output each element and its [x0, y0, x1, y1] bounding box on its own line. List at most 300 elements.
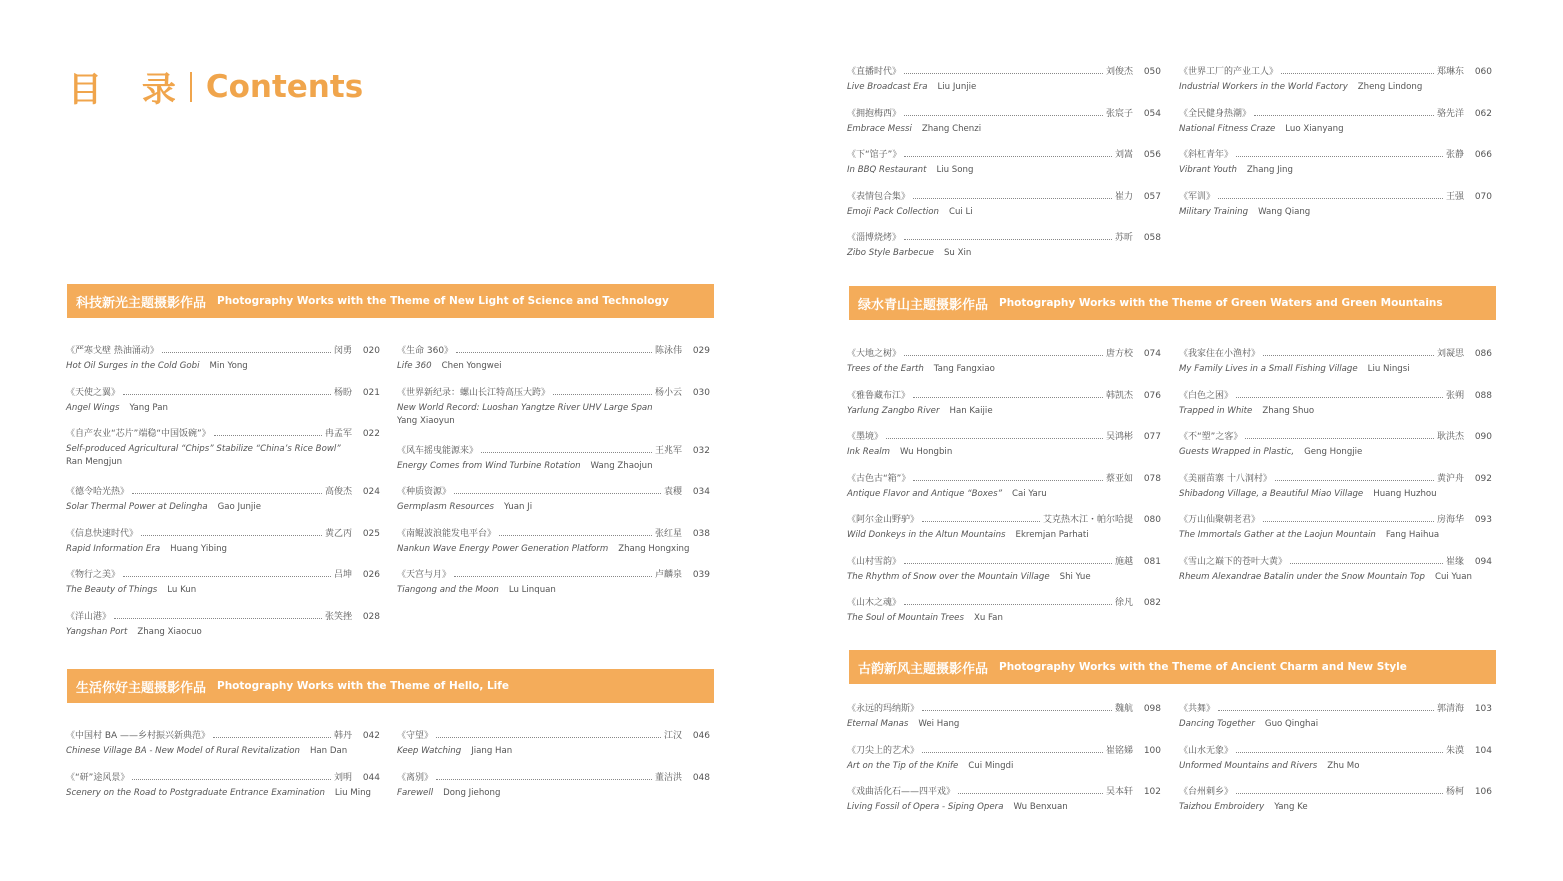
- toc-entry[interactable]: [1179, 106, 1492, 148]
- entry-title-cn: 《物行之美》: [66, 570, 121, 580]
- entry-author-cn: 韩凯杰: [1105, 390, 1133, 401]
- dot-leader: [1254, 115, 1434, 116]
- dot-leader: [1290, 563, 1443, 564]
- entry-main-line: [847, 106, 1161, 119]
- entry-page-number: 022: [362, 429, 380, 439]
- toc-column: [1179, 346, 1492, 595]
- entry-author-en: Liu Ming: [334, 787, 371, 798]
- entry-author-en: Zheng Lindong: [1357, 82, 1423, 92]
- dot-leader: [913, 198, 1112, 199]
- entry-title-en: Taizhou Embroidery: [1179, 802, 1265, 812]
- entry-page-number: 100: [1143, 745, 1161, 756]
- toc-column: [66, 728, 380, 811]
- entry-main-line: [1179, 743, 1492, 756]
- toc-entry[interactable]: [847, 189, 1161, 231]
- entry-title-cn: 《古色古“箱”》: [847, 473, 911, 484]
- entry-english-line: [1179, 364, 1492, 374]
- entry-page-number: 077: [1143, 432, 1161, 442]
- entry-title-cn: 《直播时代》: [847, 67, 902, 77]
- entry-english-line: [847, 165, 1161, 175]
- entry-author-cn: 王强: [1445, 191, 1464, 202]
- toc-entry[interactable]: [66, 426, 380, 484]
- section-header-green: [849, 286, 1496, 320]
- entry-main-line: [397, 728, 710, 741]
- dot-leader: [436, 737, 661, 738]
- entry-page-number: 046: [692, 731, 710, 741]
- entry-page-number: 092: [1474, 473, 1492, 484]
- entry-english-line: [1179, 489, 1492, 499]
- entry-page-number: 025: [362, 528, 380, 539]
- dot-leader: [114, 618, 322, 619]
- toc-entry[interactable]: [397, 484, 710, 526]
- entry-title-cn: 《白色之困》: [1179, 390, 1234, 401]
- entry-title-en: Antique Flavor and Antique “Boxes”: [847, 488, 1003, 499]
- entry-page-number: 106: [1474, 787, 1492, 797]
- toc-entry[interactable]: [847, 512, 1161, 554]
- toc-entry[interactable]: [397, 443, 710, 485]
- entry-english-line: [847, 447, 1161, 457]
- entry-author-cn: 张笑挫: [324, 611, 352, 622]
- entry-title-en: New World Record: Luoshan Yangtze River UHV Large Span: [397, 402, 653, 413]
- entry-main-line: [847, 595, 1161, 608]
- entry-author-en: Wei Hang: [918, 719, 960, 729]
- entry-author-en: Luo Xianyang: [1285, 123, 1344, 134]
- entry-english-line: [66, 544, 380, 554]
- dot-leader: [922, 752, 1103, 753]
- entry-page-number: 032: [692, 445, 710, 456]
- dot-leader: [922, 710, 1112, 711]
- dot-leader: [162, 352, 331, 353]
- entry-title-cn: 《永远的玛纳斯》: [847, 704, 920, 714]
- entry-title-cn: 《离别》: [397, 772, 434, 783]
- entry-author-cn: 张红星: [654, 528, 682, 539]
- section-title-cn: 绿水青山主题摄影作品: [858, 297, 989, 313]
- entry-author-en: Yang Xiaoyun: [397, 415, 455, 426]
- toc-column: [847, 346, 1161, 637]
- dot-leader: [904, 563, 1112, 564]
- dot-leader: [132, 779, 331, 780]
- entry-english-line: [1179, 447, 1492, 457]
- entry-english-line: [66, 444, 380, 454]
- entry-title-en: Zibo Style Barbecue: [847, 248, 934, 258]
- toc-entry[interactable]: [847, 388, 1161, 430]
- toc-entry[interactable]: [1179, 784, 1492, 826]
- section-title-en: Photography Works with the Theme of Ancient Charm and New Style: [999, 661, 1407, 673]
- entry-title-en: Hot Oil Surges in the Cold Gobi: [66, 361, 200, 371]
- entry-english-line: [397, 585, 710, 595]
- dot-leader: [436, 779, 652, 780]
- entry-title-en: Art on the Tip of the Knife: [847, 760, 959, 771]
- toc-entry[interactable]: [847, 471, 1161, 513]
- entry-title-en: Dancing Together: [1179, 719, 1255, 729]
- entry-page-number: 021: [362, 387, 380, 398]
- dot-leader: [886, 438, 1103, 439]
- toc-entry[interactable]: [66, 567, 380, 609]
- section-title-en: Photography Works with the Theme of Green Waters and Green Mountains: [999, 297, 1443, 309]
- entry-page-number: 090: [1474, 432, 1492, 442]
- entry-page-number: 093: [1474, 515, 1492, 525]
- title-divider: [190, 72, 192, 102]
- toc-entry[interactable]: [397, 770, 710, 812]
- entry-english-line: [397, 403, 710, 413]
- entry-english-line: [397, 544, 710, 554]
- entry-title-cn: 《天宫与月》: [397, 570, 452, 580]
- entry-title-en: Yarlung Zangbo River: [847, 405, 940, 416]
- toc-entry[interactable]: [66, 770, 380, 812]
- entry-english-line: [1179, 406, 1492, 416]
- entry-main-line: [847, 784, 1161, 797]
- entry-title-cn: 《世界工厂的产业工人》: [1179, 67, 1279, 77]
- entry-english-line: [397, 461, 710, 471]
- entry-english-line: [847, 248, 1161, 258]
- toc-entry[interactable]: [66, 343, 380, 385]
- toc-entry[interactable]: [847, 595, 1161, 637]
- toc-entry[interactable]: [847, 106, 1161, 148]
- entry-page-number: 038: [692, 528, 710, 539]
- entry-title-en: Trees of the Earth: [847, 364, 924, 374]
- entry-author-en: Han Dan: [309, 746, 348, 756]
- dot-leader: [1245, 438, 1434, 439]
- entry-title-cn: 《山村雪韵》: [847, 556, 902, 567]
- section-title-en: Photography Works with the Theme of Hello, Life: [217, 680, 509, 692]
- dot-leader: [958, 793, 1103, 794]
- entry-page-number: 050: [1143, 67, 1161, 77]
- entry-author-en: Zhang Shuo: [1262, 405, 1315, 416]
- entry-title-en: In BBQ Restaurant: [847, 165, 927, 175]
- toc-column: [847, 64, 1161, 272]
- dot-leader: [913, 397, 1103, 398]
- dot-leader: [132, 493, 322, 494]
- entry-page-number: 054: [1143, 108, 1161, 119]
- entry-author-en: Cui Mingdi: [968, 760, 1014, 771]
- toc-entry[interactable]: [1179, 471, 1492, 513]
- entry-page-number: 048: [692, 772, 710, 783]
- entry-title-cn: 《台州刺乡》: [1179, 787, 1234, 797]
- entry-author-cn: 闵勇: [333, 346, 352, 356]
- entry-main-line: [1179, 346, 1492, 359]
- entry-title-cn: 《中国村 BA ——乡村振兴新典范》: [66, 731, 211, 741]
- entry-main-line: [847, 512, 1161, 525]
- entry-main-line: [397, 567, 710, 580]
- entry-english-line: [847, 207, 1161, 217]
- entry-english-line: [847, 489, 1161, 499]
- dot-leader: [1281, 73, 1434, 74]
- entry-author-cn: 董洁洪: [654, 772, 682, 783]
- entry-title-cn: 《山水无象》: [1179, 745, 1234, 756]
- toc-entry[interactable]: [847, 701, 1161, 743]
- entry-page-number: 060: [1474, 67, 1492, 77]
- entry-title-cn: 《刀尖上的艺术》: [847, 745, 920, 756]
- toc-entry[interactable]: [397, 567, 710, 609]
- entry-page-number: 056: [1143, 150, 1161, 160]
- dot-leader: [1236, 397, 1443, 398]
- dot-leader: [1218, 198, 1443, 199]
- dot-leader: [123, 394, 331, 395]
- toc-entry[interactable]: [1179, 429, 1492, 471]
- entry-title-cn: 《淄博烧烤》: [847, 233, 902, 243]
- entry-title-cn: 《风车摇曳能源来》: [397, 445, 479, 456]
- entry-main-line: [847, 471, 1161, 484]
- entry-page-number: 088: [1474, 390, 1492, 401]
- entry-author-en: Zhang Xiaocuo: [137, 626, 202, 637]
- entry-title-cn: 《山木之魂》: [847, 598, 902, 608]
- entry-title-en: Wild Donkeys in the Altun Mountains: [847, 530, 1006, 540]
- entry-title-en: Keep Watching: [397, 746, 462, 756]
- entry-author-en: Zhang Hongxing: [618, 543, 690, 554]
- toc-entry[interactable]: [847, 743, 1161, 785]
- entry-page-number: 029: [692, 346, 710, 356]
- entry-english-line: [1179, 719, 1492, 729]
- entry-author-en: Tang Fangxiao: [933, 364, 995, 374]
- entry-title-cn: 《表情包合集》: [847, 191, 911, 202]
- entry-english-line: [1179, 165, 1492, 175]
- entry-author-cn: 黄沪舟: [1436, 473, 1464, 484]
- toc-entry[interactable]: [1179, 64, 1492, 106]
- toc-entry[interactable]: [847, 230, 1161, 272]
- entry-title-en: Yangshan Port: [66, 626, 128, 637]
- toc-entry[interactable]: [1179, 346, 1492, 388]
- dot-leader: [904, 355, 1103, 356]
- entry-author-en: Zhang Jing: [1246, 165, 1293, 175]
- entry-author-en: Jiang Han: [471, 746, 513, 756]
- entry-main-line: [847, 388, 1161, 401]
- entry-title-en: Ink Realm: [847, 447, 890, 457]
- entry-page-number: 086: [1474, 349, 1492, 359]
- entry-page-number: 028: [362, 611, 380, 622]
- entry-english-line: [397, 361, 710, 371]
- entry-main-line: [847, 429, 1161, 442]
- dot-leader: [904, 73, 1103, 74]
- entry-title-cn: 《我家住在小渔村》: [1179, 349, 1261, 359]
- entry-author-cn: 郭清海: [1436, 704, 1464, 714]
- entry-author-cn: 杨盼: [333, 387, 352, 398]
- toc-column: [847, 701, 1161, 826]
- entry-page-number: 030: [692, 387, 710, 398]
- entry-page-number: 039: [692, 570, 710, 580]
- entry-author-cn: 杨小云: [654, 387, 682, 398]
- entry-title-cn: 《雅鲁藏布江》: [847, 390, 911, 401]
- entry-author-en: Zhu Mo: [1327, 760, 1360, 771]
- entry-title-en: National Fitness Craze: [1179, 123, 1276, 134]
- toc-entry[interactable]: [1179, 701, 1492, 743]
- entry-page-number: 044: [362, 772, 380, 783]
- entry-main-line: [847, 743, 1161, 756]
- toc-entry[interactable]: [1179, 189, 1492, 231]
- entry-main-line: [1179, 554, 1492, 567]
- entry-author-en: Lu Kun: [167, 585, 197, 595]
- dot-leader: [1218, 710, 1434, 711]
- entry-author-en: Wu Benxuan: [1013, 802, 1068, 812]
- entry-title-en: Energy Comes from Wind Turbine Rotation: [397, 460, 581, 471]
- entry-author-en: Ran Mengjun: [66, 457, 123, 467]
- entry-title-cn: 《雪山之巅下的苍叶大黄》: [1179, 556, 1288, 567]
- entry-author-en: Yang Pan: [129, 402, 168, 413]
- entry-title-en: The Rhythm of Snow over the Mountain Village: [847, 571, 1050, 582]
- toc-entry[interactable]: [847, 64, 1161, 106]
- section-header-life: [67, 669, 714, 703]
- entry-author-en: Liu Song: [936, 165, 974, 175]
- entry-page-number: 034: [692, 487, 710, 497]
- dot-leader: [499, 535, 652, 536]
- entry-english-line: [397, 502, 710, 512]
- entry-title-cn: 《军训》: [1179, 191, 1216, 202]
- entry-page-number: 082: [1143, 598, 1161, 608]
- toc-entry[interactable]: [847, 554, 1161, 596]
- entry-page-number: 057: [1143, 191, 1161, 202]
- entry-title-cn: 《戏曲活化石——四平戏》: [847, 787, 956, 797]
- entry-author-en: Cui Li: [948, 206, 973, 217]
- entry-main-line: [1179, 388, 1492, 401]
- toc-entry[interactable]: [66, 728, 380, 770]
- entry-english-line: [1179, 802, 1492, 812]
- entry-english-line: [847, 82, 1161, 92]
- entry-title-en: Shibadong Village, a Beautiful Miao Village: [1179, 488, 1364, 499]
- entry-author-cn: 艾克热木江・帕尔哈提: [1042, 515, 1133, 525]
- entry-author-en: Wu Hongbin: [899, 447, 953, 457]
- entry-title-en: Chinese Village BA - New Model of Rural Revitalization: [66, 746, 300, 756]
- toc-entry[interactable]: [397, 385, 710, 443]
- dot-leader: [213, 737, 331, 738]
- dot-leader: [922, 521, 1040, 522]
- toc-entry[interactable]: [66, 526, 380, 568]
- toc-entry[interactable]: [66, 609, 380, 651]
- entry-author-en: Han Kaijie: [949, 405, 993, 416]
- section-title-cn: 生活你好主题摄影作品: [76, 680, 207, 696]
- entry-main-line: [66, 484, 380, 497]
- entry-title-en: Tiangong and the Moon: [397, 585, 499, 595]
- section-header-ancient: [849, 650, 1496, 684]
- toc-column: [1179, 64, 1492, 230]
- entry-page-number: 070: [1474, 191, 1492, 202]
- entry-author-en: Gao Junjie: [217, 502, 261, 512]
- entry-english-line: [66, 361, 380, 371]
- entry-title-en: My Family Lives in a Small Fishing Village: [1179, 364, 1358, 374]
- entry-title-en: Embrace Messi: [847, 123, 912, 134]
- entry-author-cn: 江汉: [663, 731, 682, 741]
- entry-english-line: [847, 406, 1161, 416]
- entry-author-en: Yuan Ji: [504, 502, 533, 512]
- entry-author-en: Geng Hongjie: [1304, 447, 1363, 457]
- toc-entry[interactable]: [1179, 743, 1492, 785]
- entry-main-line: [66, 770, 380, 783]
- entry-main-line: [397, 526, 710, 539]
- toc-entry[interactable]: [847, 429, 1161, 471]
- dot-leader: [214, 435, 322, 436]
- toc-entry[interactable]: [847, 147, 1161, 189]
- toc-entry[interactable]: [847, 346, 1161, 388]
- entry-main-line: [66, 609, 380, 622]
- entry-english-line: [847, 719, 1161, 729]
- entry-title-en: Military Training: [1179, 206, 1249, 217]
- entry-author-cn: 蔡亚如: [1105, 473, 1133, 484]
- entry-title-en: Vibrant Youth: [1179, 165, 1237, 175]
- entry-title-cn: 《守望》: [397, 731, 434, 741]
- entry-title-cn: 《斜杠青年》: [1179, 150, 1234, 160]
- entry-main-line: [1179, 784, 1492, 797]
- entry-main-line: [1179, 189, 1492, 202]
- toc-entry[interactable]: [847, 784, 1161, 826]
- entry-main-line: [847, 554, 1161, 567]
- entry-english-line: [847, 530, 1161, 540]
- entry-author-cn: 耿洪杰: [1436, 432, 1464, 442]
- entry-author-cn: 朱漠: [1445, 745, 1464, 756]
- toc-entry[interactable]: [66, 484, 380, 526]
- toc-entry[interactable]: [1179, 512, 1492, 554]
- entry-page-number: 062: [1474, 108, 1492, 119]
- entry-title-en: Emoji Pack Collection: [847, 206, 939, 217]
- entry-main-line: [847, 230, 1161, 243]
- entry-title-en: Trapped in White: [1179, 405, 1253, 416]
- entry-english-line: [847, 124, 1161, 134]
- entry-title-cn: 《严寒戈壁 热油涌动》: [66, 346, 159, 356]
- entry-title-en: Unformed Mountains and Rivers: [1179, 760, 1318, 771]
- entry-author-cn: 张朔: [1445, 390, 1464, 401]
- entry-english-line: [397, 788, 710, 798]
- entry-title-en: Solar Thermal Power at Delingha: [66, 502, 208, 512]
- entry-english-line: [1179, 530, 1492, 540]
- toc-entry[interactable]: [397, 526, 710, 568]
- entry-author-en: Lu Linquan: [508, 585, 556, 595]
- entry-author-cn: 高俊杰: [324, 487, 352, 497]
- title-english: Contents: [205, 68, 364, 105]
- entry-page-number: 024: [362, 487, 380, 497]
- dot-leader: [456, 352, 652, 353]
- dot-leader: [1236, 793, 1443, 794]
- entry-title-en: Living Fossil of Opera - Siping Opera: [847, 802, 1004, 812]
- entry-author-cn: 陈泳伟: [654, 346, 682, 356]
- toc-entry[interactable]: [1179, 147, 1492, 189]
- entry-english-line: [66, 788, 380, 798]
- entry-title-cn: 《大地之树》: [847, 349, 902, 359]
- entry-english-line: [66, 403, 380, 413]
- entry-title-cn: 《天使之翼》: [66, 387, 121, 398]
- toc-entry[interactable]: [397, 728, 710, 770]
- dot-leader: [454, 576, 652, 577]
- dot-leader: [454, 493, 661, 494]
- entry-author-cn: 房海华: [1436, 515, 1464, 525]
- entry-author-cn: 崔铭娣: [1105, 745, 1133, 756]
- entry-author-cn: 袁稷: [663, 487, 682, 497]
- page-title: [68, 62, 363, 111]
- entry-page-number: 103: [1474, 704, 1492, 714]
- toc-entry[interactable]: [1179, 554, 1492, 596]
- entry-title-cn: 《不“塑”之客》: [1179, 432, 1243, 442]
- entry-author-en: Liu Ningsi: [1367, 364, 1410, 374]
- toc-entry[interactable]: [1179, 388, 1492, 430]
- toc-entry[interactable]: [66, 385, 380, 427]
- toc-column: [66, 343, 380, 650]
- entry-main-line: [847, 189, 1161, 202]
- entry-title-cn: 《种质资源》: [397, 487, 452, 497]
- entry-main-line: [847, 147, 1161, 160]
- entry-author-cn: 崔力: [1114, 191, 1133, 202]
- entry-english-line: [66, 502, 380, 512]
- entry-title-en: Eternal Manas: [847, 719, 909, 729]
- section-title-cn: 古韵新风主题摄影作品: [858, 661, 989, 677]
- entry-title-cn: 《“研”途风景》: [66, 772, 130, 783]
- entry-author-cn: 王兆军: [654, 445, 682, 456]
- entry-author-en: Shi Yue: [1059, 571, 1091, 582]
- entry-author-en: Huang Yibing: [170, 543, 228, 554]
- entry-author-en: Fang Haihua: [1385, 530, 1440, 540]
- entry-author-cn: 张宸子: [1105, 108, 1133, 119]
- entry-author-en: Min Yong: [209, 361, 248, 371]
- entry-author-en: Yang Ke: [1274, 802, 1308, 812]
- entry-title-cn: 《墨境》: [847, 432, 884, 442]
- entry-author-cn: 魏航: [1114, 704, 1133, 714]
- section-header-tech: [67, 284, 714, 318]
- toc-entry[interactable]: [397, 343, 710, 385]
